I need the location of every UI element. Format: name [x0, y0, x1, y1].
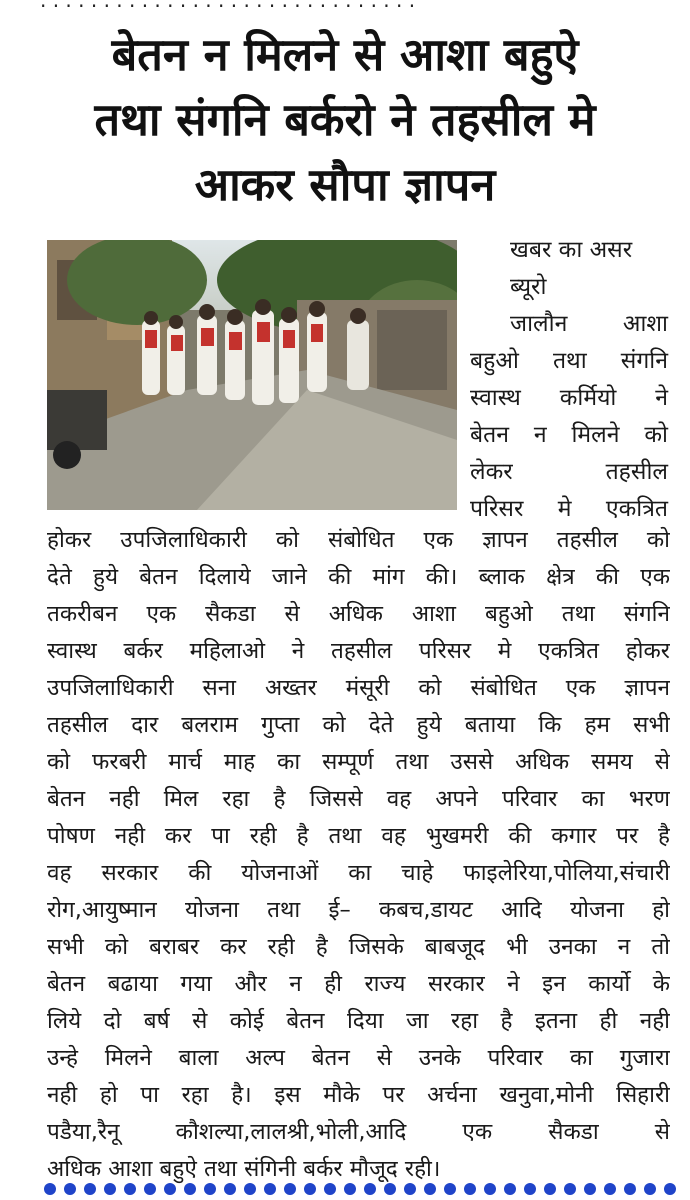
divider-dot	[584, 1183, 596, 1195]
sidebar-line: स्वास्थ कर्मियो ने	[470, 385, 668, 411]
divider-dot	[664, 1183, 676, 1195]
body-line: स्वास्थ बर्कर महिलाओ ने तहसील परिसर मे एकत्रित होकर	[47, 638, 670, 664]
divider-dot	[644, 1183, 656, 1195]
headline	[10, 22, 680, 217]
body-line: रोग,आयुष्मान योजना तथा ई– कबच,डायट आदि योजना हो	[47, 897, 670, 923]
sidebar-line: बेतन न मिलने को	[470, 422, 668, 448]
divider-dot	[604, 1183, 616, 1195]
divider-dot	[464, 1183, 476, 1195]
body-line: उन्हे मिलने बाला अल्प बेतन से उनके परिवार का गुजारा	[47, 1045, 670, 1071]
divider-dot	[524, 1183, 536, 1195]
cropped-previous-text	[40, 0, 680, 10]
sidebar-line: ब्यूरो	[510, 274, 547, 300]
divider-dot	[304, 1183, 316, 1195]
divider-dot	[204, 1183, 216, 1195]
body-line: बेतन बढाया गया और न ही राज्य सरकार ने इन कार्यो के	[47, 971, 670, 997]
body-line: लिये दो बर्ष से कोई बेतन दिया जा रहा है इतना ही नही	[47, 1008, 670, 1034]
article-body	[47, 522, 670, 1188]
body-line: तकरीबन एक सैकडा से अधिक आशा बहुओ तथा संगनि	[47, 601, 670, 627]
sidebar-line: परिसर मे एकत्रित	[470, 496, 668, 522]
dotted-divider	[44, 1183, 684, 1197]
divider-dot	[364, 1183, 376, 1195]
divider-dot	[424, 1183, 436, 1195]
divider-dot	[184, 1183, 196, 1195]
body-line: अधिक आशा बहुऐ तथा संगिनी बर्कर मौजूद रही।	[47, 1156, 441, 1182]
divider-dot	[484, 1183, 496, 1195]
divider-dot	[164, 1183, 176, 1195]
sidebar-line: लेकर तहसील	[470, 459, 668, 485]
body-line: सभी को बराबर कर रही है जिसके बाबजूद भी उनका न तो	[47, 934, 670, 960]
sidebar-column	[470, 232, 668, 528]
body-line: होकर उपजिलाधिकारी को संबोधित एक ज्ञापन तहसील को	[47, 527, 670, 553]
divider-dot	[244, 1183, 256, 1195]
divider-dot	[64, 1183, 76, 1195]
body-line: को फरबरी मार्च माह का सम्पूर्ण तथा उससे अधिक समय से	[47, 749, 670, 775]
divider-dot	[624, 1183, 636, 1195]
divider-dot	[44, 1183, 56, 1195]
headline-line-3: आकर सौपा ज्ञापन	[194, 158, 496, 211]
divider-dot	[84, 1183, 96, 1195]
divider-dot	[404, 1183, 416, 1195]
body-line: पडैया,रैनू कौशल्या,लालश्री,भोली,आदि एक सैकडा से	[47, 1119, 670, 1145]
divider-dot	[504, 1183, 516, 1195]
divider-dot	[344, 1183, 356, 1195]
divider-dot	[104, 1183, 116, 1195]
body-line: तहसील दार बलराम गुप्ता को देते हुये बताया कि हम सभी	[47, 712, 670, 738]
body-line: नही हो पा रहा है। इस मौके पर अर्चना खनुवा,मोनी सिहारी	[47, 1082, 670, 1108]
body-line: पोषण नही कर पा रही है तथा वह भुखमरी की कगार पर है	[47, 823, 670, 849]
news-photo	[47, 240, 457, 510]
divider-dot	[564, 1183, 576, 1195]
divider-dot	[264, 1183, 276, 1195]
headline-line-1: बेतन न मिलने से आशा बहुऐ	[111, 28, 579, 81]
body-line: बेतन नही मिल रहा है जिससे वह अपने परिवार का भरण	[47, 786, 670, 812]
divider-dot	[224, 1183, 236, 1195]
sidebar-line: जालौन आशा	[510, 311, 668, 337]
body-line: वह सरकार की योजनाओं का चाहे फाइलेरिया,पोलिया,संचारी	[47, 860, 670, 886]
divider-dot	[284, 1183, 296, 1195]
body-line: उपजिलाधिकारी सना अख्तर मंसूरी को संबोधित एक ज्ञापन	[47, 675, 670, 701]
body-line: देते हुये बेतन दिलाये जाने की मांग की। ब्लाक क्षेत्र की एक	[47, 564, 670, 590]
divider-dot	[144, 1183, 156, 1195]
divider-dot	[324, 1183, 336, 1195]
sidebar-line: खबर का असर	[510, 237, 633, 263]
headline-line-2: तथा संगनि बर्करो ने तहसील मे	[94, 93, 596, 146]
divider-dot	[124, 1183, 136, 1195]
photo-illustration	[47, 240, 457, 510]
divider-dot	[384, 1183, 396, 1195]
sidebar-line: बहुओ तथा संगनि	[470, 348, 668, 374]
divider-dot	[444, 1183, 456, 1195]
divider-dot	[544, 1183, 556, 1195]
